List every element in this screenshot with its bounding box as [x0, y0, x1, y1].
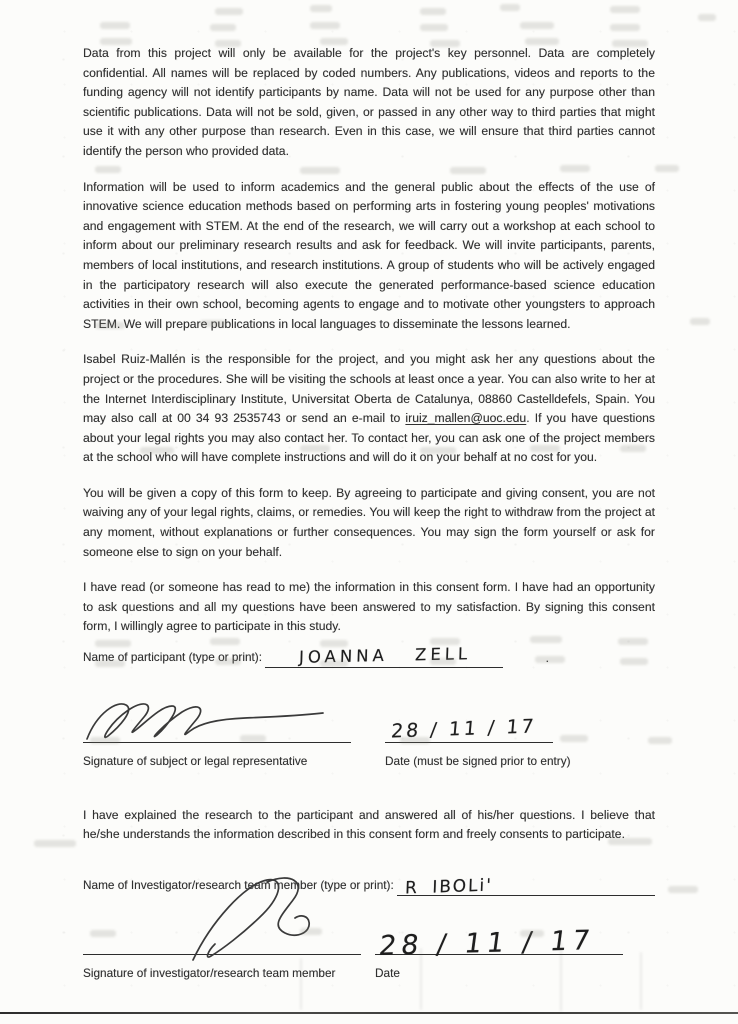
participant-date: [385, 698, 645, 742]
contact-text-before-email: Isabel Ruiz-Mallén is the responsible for the project, and you might ask her any questions about the project or the procedures. She will be visiting the schools at least once a year. You can also write to her at the Internet Interdisciplinary Institute, Universitat Oberta de Catalunya, 08860 Castelldefels, Spain. You may also call at 00 34 93 2535743 or send an e-mail to: [83, 352, 655, 426]
investigator-signature-column: [83, 896, 361, 984]
scan-noise: [610, 24, 640, 31]
investigator-name-label: Name of Investigator/research team member (type or print):: [83, 878, 394, 893]
scan-noise: [698, 14, 716, 21]
investigator-name-line: [397, 871, 655, 899]
participant-date-handwritten: 28 / 11 / 17: [390, 715, 538, 744]
participant-date-line: [385, 742, 553, 743]
paragraph-copy-of-form: You will be given a copy of this form to keep. By agreeing to participate and giving consent, you are not waiving any of your legal rights, claims, or remedies. You will keep the right to withdraw from the project at any moment, without explanations or further consequences. You may sign the form yourself or ask for someone else to sign on your behalf.: [83, 485, 655, 559]
participant-name-handwritten: JOANNA ZELL: [298, 644, 472, 668]
paragraph-contact-info: [83, 350, 655, 468]
participant-signature: [83, 698, 351, 742]
investigator-signature: [83, 896, 361, 954]
scan-noise: [655, 165, 679, 172]
document-body: [83, 44, 655, 983]
scan-noise: [520, 22, 554, 29]
scan-noise: [500, 4, 520, 11]
scan-noise: [668, 886, 698, 893]
participant-name-row: [83, 643, 655, 668]
email-link[interactable]: iruiz_mallen@uoc.edu: [405, 411, 527, 426]
investigator-signature-scribble: [183, 876, 333, 968]
scan-noise: [310, 5, 332, 12]
contact-text-after-email: . If you have questions about your legal rights you may also contact her. To contact her, you can ask one of the project members at the school who will have complete instructions and will do it on your behalf at no cost for you.: [83, 411, 656, 465]
participant-date-column: [385, 698, 645, 772]
paragraph-information-use: Information will be used to inform academics and the general public about the effects of the use of innovative science education methods based on performing arts in fostering young peoples' motivations and engagement with STEM. At the end of the research, we will carry out a workshop at each school to inform about our preliminary research results and ask for feedback. We will invite participants, parents, members of local institutions, and research institutions. A group of students who will be actively engaged in the participatory research will also execute the generated performance-based science education activities in their own school, becoming agents to engage and to motivate other youngsters to approach STEM. We will prepare publications in local languages to disseminate the lessons learned.: [83, 179, 655, 331]
participant-name-line: [265, 643, 503, 668]
investigator-date-caption: Date: [375, 965, 400, 980]
scan-noise: [215, 8, 243, 15]
scan-noise: [690, 318, 710, 325]
participant-signature-block: [83, 698, 655, 772]
paragraph-data-confidentiality: Data from this project will only be available for the project's key personnel. Data are completely confidential. All names will be replaced by coded numbers. Any publications, videos and reports to the funding agency will not identify participants by name. Data will not be used for any purpose other than scientific publications. Data will not be sold, given, or passed in any other way to third parties that might use it with any other purpose than research. Even in this case, we will ensure that third parties cannot identify the person who provided data.: [83, 46, 655, 158]
participant-date-caption: Date (must be signed prior to entry): [385, 754, 571, 769]
investigator-date-handwritten: 28 / 11 / 17: [377, 925, 597, 963]
investigator-date-column: [375, 896, 635, 984]
scan-noise: [610, 6, 640, 13]
investigator-signature-block: [83, 896, 655, 984]
investigator-date: [375, 896, 635, 963]
paragraph-investigator-statement: I have explained the research to the participant and answered all of his/her questions. I believe that he/she understands the information described in this consent form and freely consents to participate.: [83, 807, 655, 842]
participant-signature-column: [83, 698, 351, 772]
scan-noise: [210, 24, 236, 31]
participant-signature-caption: Signature of subject or legal representative: [83, 754, 308, 769]
scan-noise: [420, 8, 446, 15]
investigator-signature-caption: Signature of investigator/research team member: [83, 965, 336, 980]
scan-edge-line: [0, 1012, 738, 1014]
participant-name-label: Name of participant (type or print):: [83, 650, 262, 665]
paragraph-consent-statement: I have read (or someone has read to me) the information in this consent form. I have had an opportunity to ask questions and all my questions have been answered to my satisfaction. By signing this consent form, I willingly agree to participate in this study.: [83, 580, 655, 634]
investigator-name-row: [83, 871, 655, 899]
participant-signature-scribble: [83, 697, 333, 747]
scan-noise: [310, 22, 340, 29]
investigator-name-handwritten: R IBOLi': [404, 875, 493, 899]
scan-noise: [420, 24, 448, 31]
scan-noise: [100, 22, 130, 29]
scan-noise: [34, 840, 76, 847]
